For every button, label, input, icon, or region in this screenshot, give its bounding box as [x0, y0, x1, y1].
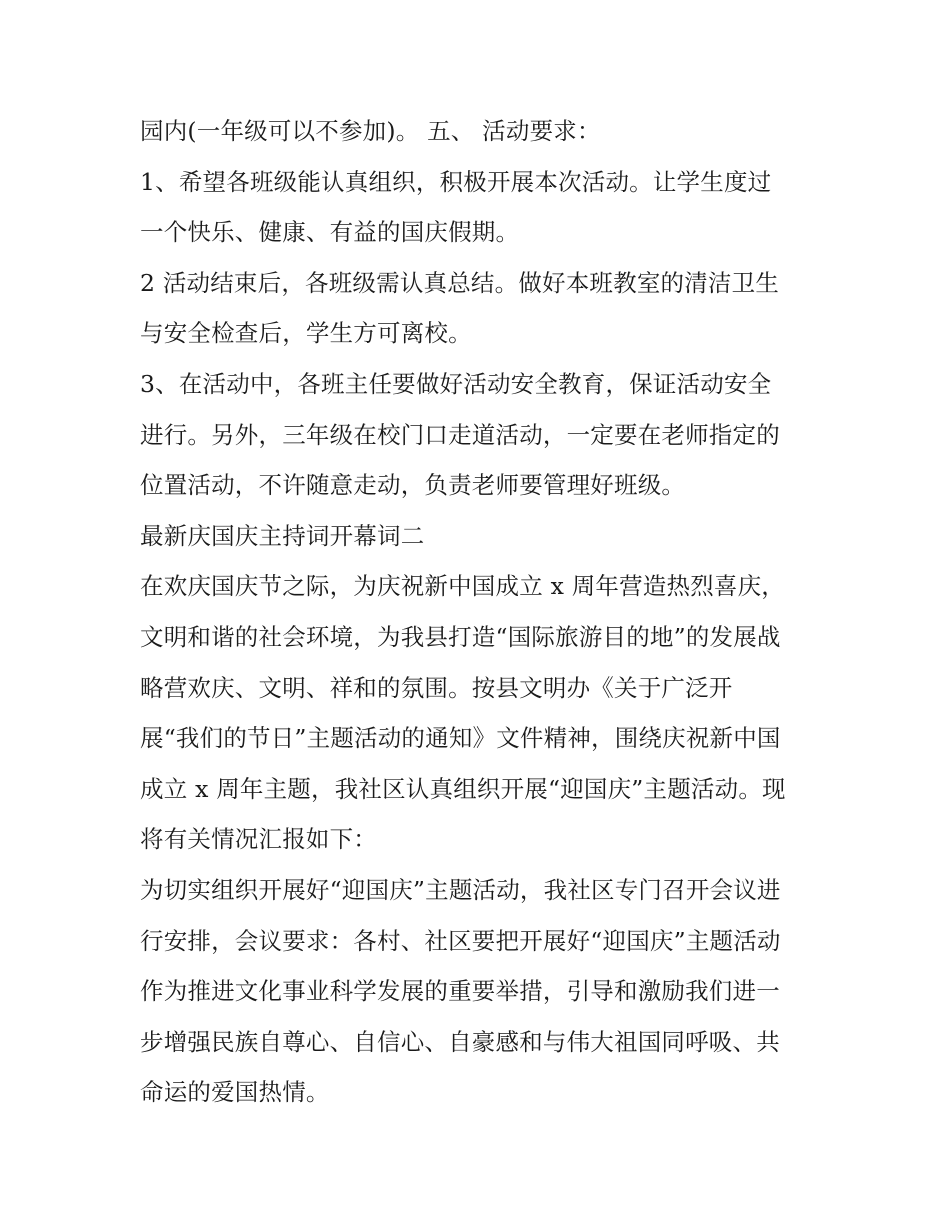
text-line: 将有关情况汇报如下：: [140, 825, 377, 854]
document-body: [140, 106, 820, 1118]
text-line: 为切实组织开展好“迎国庆”主题活动，我社区专门召开会议进: [140, 875, 781, 904]
text-line: 成立 x 周年主题，我社区认真组织开展“迎国庆”主题活动。现: [140, 774, 786, 803]
section-heading: 最新庆国庆主持词开幕词二: [140, 521, 425, 550]
text-line: 园内(一年级可以不参加)。 五、 活动要求：: [140, 117, 601, 145]
text-line: 一个快乐、健康、有益的国庆假期。: [140, 218, 520, 247]
text-line: 位置活动，不许随意走动，负责老师要管理好班级。: [140, 471, 686, 500]
text-line: 文明和谐的社会环境，为我县打造“国际旅游目的地”的发展战: [140, 622, 781, 651]
text-line: 与安全检查后，学生方可离校。: [140, 319, 472, 348]
text-line: 步增强民族自尊心、自信心、自豪感和与伟大祖国同呼吸、共: [140, 1027, 780, 1056]
text-line: 2 活动结束后，各班级需认真总结。做好本班教室的清洁卫生: [140, 268, 780, 297]
text-line: 进行。另外，三年级在校门口走道活动，一定要在老师指定的: [140, 420, 780, 449]
text-line: 行安排，会议要求：各村、社区要把开展好“迎国庆”主题活动: [140, 926, 781, 955]
text-line: 略营欢庆、文明、祥和的氛围。按县文明办《关于广泛开: [140, 673, 733, 702]
text-line: 作为推进文化事业科学发展的重要举措，引导和激励我们进一: [140, 977, 780, 1006]
text-line: 1、希望各班级能认真组织，积极开展本次活动。让学生度过: [140, 167, 772, 196]
text-line: 展“我们的节日”主题活动的通知》文件精神，围绕庆祝新中国: [140, 724, 781, 753]
text-line: 在欢庆国庆节之际，为庆祝新中国成立 x 周年营造热烈喜庆，: [140, 572, 785, 601]
text-line: 3、在活动中，各班主任要做好活动安全教育，保证活动安全: [140, 369, 772, 398]
text-line: 命运的爱国热情。: [140, 1078, 330, 1107]
